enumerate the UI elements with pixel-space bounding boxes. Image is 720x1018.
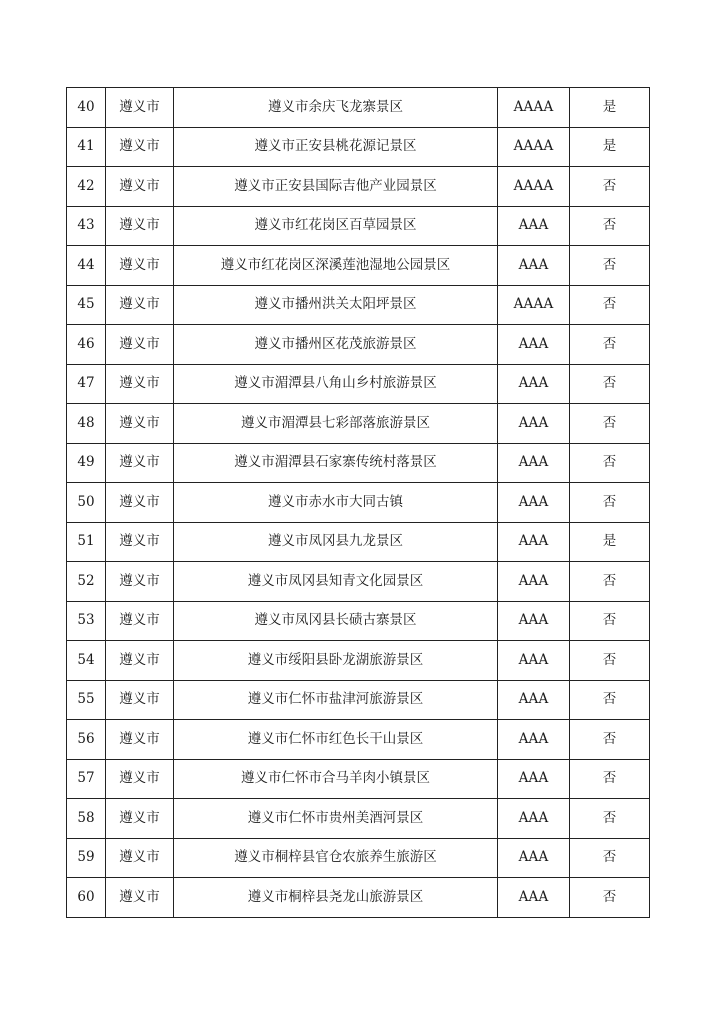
city-cell: 遵义市 <box>106 285 174 325</box>
table-row <box>67 88 650 128</box>
row-number: 48 <box>67 404 106 444</box>
level-cell: AAA <box>498 878 570 918</box>
scenic-name-cell: 遵义市正安县国际吉他产业园景区 <box>174 167 498 207</box>
row-number: 49 <box>67 443 106 483</box>
flag-cell: 否 <box>570 246 650 286</box>
scenic-name-cell: 遵义市余庆飞龙寨景区 <box>174 88 498 128</box>
level-cell: AAA <box>498 720 570 760</box>
scenic-name-cell: 遵义市桐梓县尧龙山旅游景区 <box>174 878 498 918</box>
table-row <box>67 601 650 641</box>
city-cell: 遵义市 <box>106 562 174 602</box>
scenic-name-cell: 遵义市仁怀市红色长干山景区 <box>174 720 498 760</box>
level-cell: AAA <box>498 404 570 444</box>
level-cell: AAA <box>498 443 570 483</box>
city-cell: 遵义市 <box>106 88 174 128</box>
row-number: 59 <box>67 838 106 878</box>
row-number: 60 <box>67 878 106 918</box>
flag-cell: 是 <box>570 522 650 562</box>
table-row <box>67 759 650 799</box>
table-row <box>67 404 650 444</box>
flag-cell: 否 <box>570 680 650 720</box>
row-number: 53 <box>67 601 106 641</box>
level-cell: AAA <box>498 364 570 404</box>
scenic-name-cell: 遵义市仁怀市盐津河旅游景区 <box>174 680 498 720</box>
flag-cell: 否 <box>570 206 650 246</box>
table-body <box>67 88 650 918</box>
table-row <box>67 522 650 562</box>
row-number: 51 <box>67 522 106 562</box>
row-number: 47 <box>67 364 106 404</box>
level-cell: AAA <box>498 799 570 839</box>
scenic-name-cell: 遵义市红花岗区百草园景区 <box>174 206 498 246</box>
city-cell: 遵义市 <box>106 443 174 483</box>
flag-cell: 否 <box>570 167 650 207</box>
level-cell: AAA <box>498 325 570 365</box>
city-cell: 遵义市 <box>106 759 174 799</box>
city-cell: 遵义市 <box>106 483 174 523</box>
city-cell: 遵义市 <box>106 246 174 286</box>
level-cell: AAA <box>498 680 570 720</box>
city-cell: 遵义市 <box>106 601 174 641</box>
scenic-name-cell: 遵义市赤水市大同古镇 <box>174 483 498 523</box>
city-cell: 遵义市 <box>106 720 174 760</box>
row-number: 41 <box>67 127 106 167</box>
table-row <box>67 285 650 325</box>
level-cell: AAA <box>498 759 570 799</box>
table-row <box>67 878 650 918</box>
flag-cell: 否 <box>570 759 650 799</box>
level-cell: AAAA <box>498 167 570 207</box>
scenic-name-cell: 遵义市湄潭县七彩部落旅游景区 <box>174 404 498 444</box>
flag-cell: 否 <box>570 562 650 602</box>
level-cell: AAA <box>498 483 570 523</box>
city-cell: 遵义市 <box>106 167 174 207</box>
table-row <box>67 246 650 286</box>
city-cell: 遵义市 <box>106 404 174 444</box>
city-cell: 遵义市 <box>106 641 174 681</box>
table-row <box>67 680 650 720</box>
row-number: 42 <box>67 167 106 207</box>
level-cell: AAA <box>498 601 570 641</box>
table-row <box>67 206 650 246</box>
row-number: 57 <box>67 759 106 799</box>
scenic-name-cell: 遵义市桐梓县官仓农旅养生旅游区 <box>174 838 498 878</box>
scenic-name-cell: 遵义市凤冈县九龙景区 <box>174 522 498 562</box>
flag-cell: 否 <box>570 483 650 523</box>
city-cell: 遵义市 <box>106 522 174 562</box>
flag-cell: 否 <box>570 720 650 760</box>
city-cell: 遵义市 <box>106 799 174 839</box>
flag-cell: 否 <box>570 601 650 641</box>
table-row <box>67 167 650 207</box>
table-row <box>67 325 650 365</box>
scenic-name-cell: 遵义市凤冈县长碛古寨景区 <box>174 601 498 641</box>
row-number: 58 <box>67 799 106 839</box>
scenic-name-cell: 遵义市播州区花茂旅游景区 <box>174 325 498 365</box>
level-cell: AAA <box>498 838 570 878</box>
city-cell: 遵义市 <box>106 206 174 246</box>
flag-cell: 否 <box>570 878 650 918</box>
level-cell: AAA <box>498 562 570 602</box>
row-number: 44 <box>67 246 106 286</box>
city-cell: 遵义市 <box>106 364 174 404</box>
level-cell: AAAA <box>498 285 570 325</box>
flag-cell: 是 <box>570 88 650 128</box>
table-row <box>67 127 650 167</box>
row-number: 43 <box>67 206 106 246</box>
table-row <box>67 364 650 404</box>
scenic-name-cell: 遵义市凤冈县知青文化园景区 <box>174 562 498 602</box>
flag-cell: 否 <box>570 838 650 878</box>
flag-cell: 否 <box>570 799 650 839</box>
city-cell: 遵义市 <box>106 680 174 720</box>
row-number: 55 <box>67 680 106 720</box>
row-number: 54 <box>67 641 106 681</box>
city-cell: 遵义市 <box>106 127 174 167</box>
city-cell: 遵义市 <box>106 325 174 365</box>
flag-cell: 否 <box>570 285 650 325</box>
flag-cell: 否 <box>570 364 650 404</box>
scenic-name-cell: 遵义市仁怀市合马羊肉小镇景区 <box>174 759 498 799</box>
flag-cell: 是 <box>570 127 650 167</box>
level-cell: AAA <box>498 641 570 681</box>
level-cell: AAAA <box>498 127 570 167</box>
level-cell: AAA <box>498 206 570 246</box>
flag-cell: 否 <box>570 325 650 365</box>
flag-cell: 否 <box>570 443 650 483</box>
scenic-area-table <box>66 87 650 918</box>
table-row <box>67 443 650 483</box>
scenic-name-cell: 遵义市湄潭县石家寨传统村落景区 <box>174 443 498 483</box>
scenic-name-cell: 遵义市红花岗区深溪莲池湿地公园景区 <box>174 246 498 286</box>
table-row <box>67 483 650 523</box>
table-row <box>67 799 650 839</box>
level-cell: AAA <box>498 522 570 562</box>
row-number: 56 <box>67 720 106 760</box>
level-cell: AAA <box>498 246 570 286</box>
level-cell: AAAA <box>498 88 570 128</box>
table-row <box>67 720 650 760</box>
row-number: 52 <box>67 562 106 602</box>
flag-cell: 否 <box>570 641 650 681</box>
table-row <box>67 838 650 878</box>
flag-cell: 否 <box>570 404 650 444</box>
row-number: 50 <box>67 483 106 523</box>
city-cell: 遵义市 <box>106 838 174 878</box>
scenic-name-cell: 遵义市播州洪关太阳坪景区 <box>174 285 498 325</box>
table-row <box>67 641 650 681</box>
row-number: 45 <box>67 285 106 325</box>
scenic-name-cell: 遵义市正安县桃花源记景区 <box>174 127 498 167</box>
scenic-name-cell: 遵义市湄潭县八角山乡村旅游景区 <box>174 364 498 404</box>
row-number: 40 <box>67 88 106 128</box>
scenic-name-cell: 遵义市绥阳县卧龙湖旅游景区 <box>174 641 498 681</box>
city-cell: 遵义市 <box>106 878 174 918</box>
row-number: 46 <box>67 325 106 365</box>
scenic-name-cell: 遵义市仁怀市贵州美酒河景区 <box>174 799 498 839</box>
table-row <box>67 562 650 602</box>
